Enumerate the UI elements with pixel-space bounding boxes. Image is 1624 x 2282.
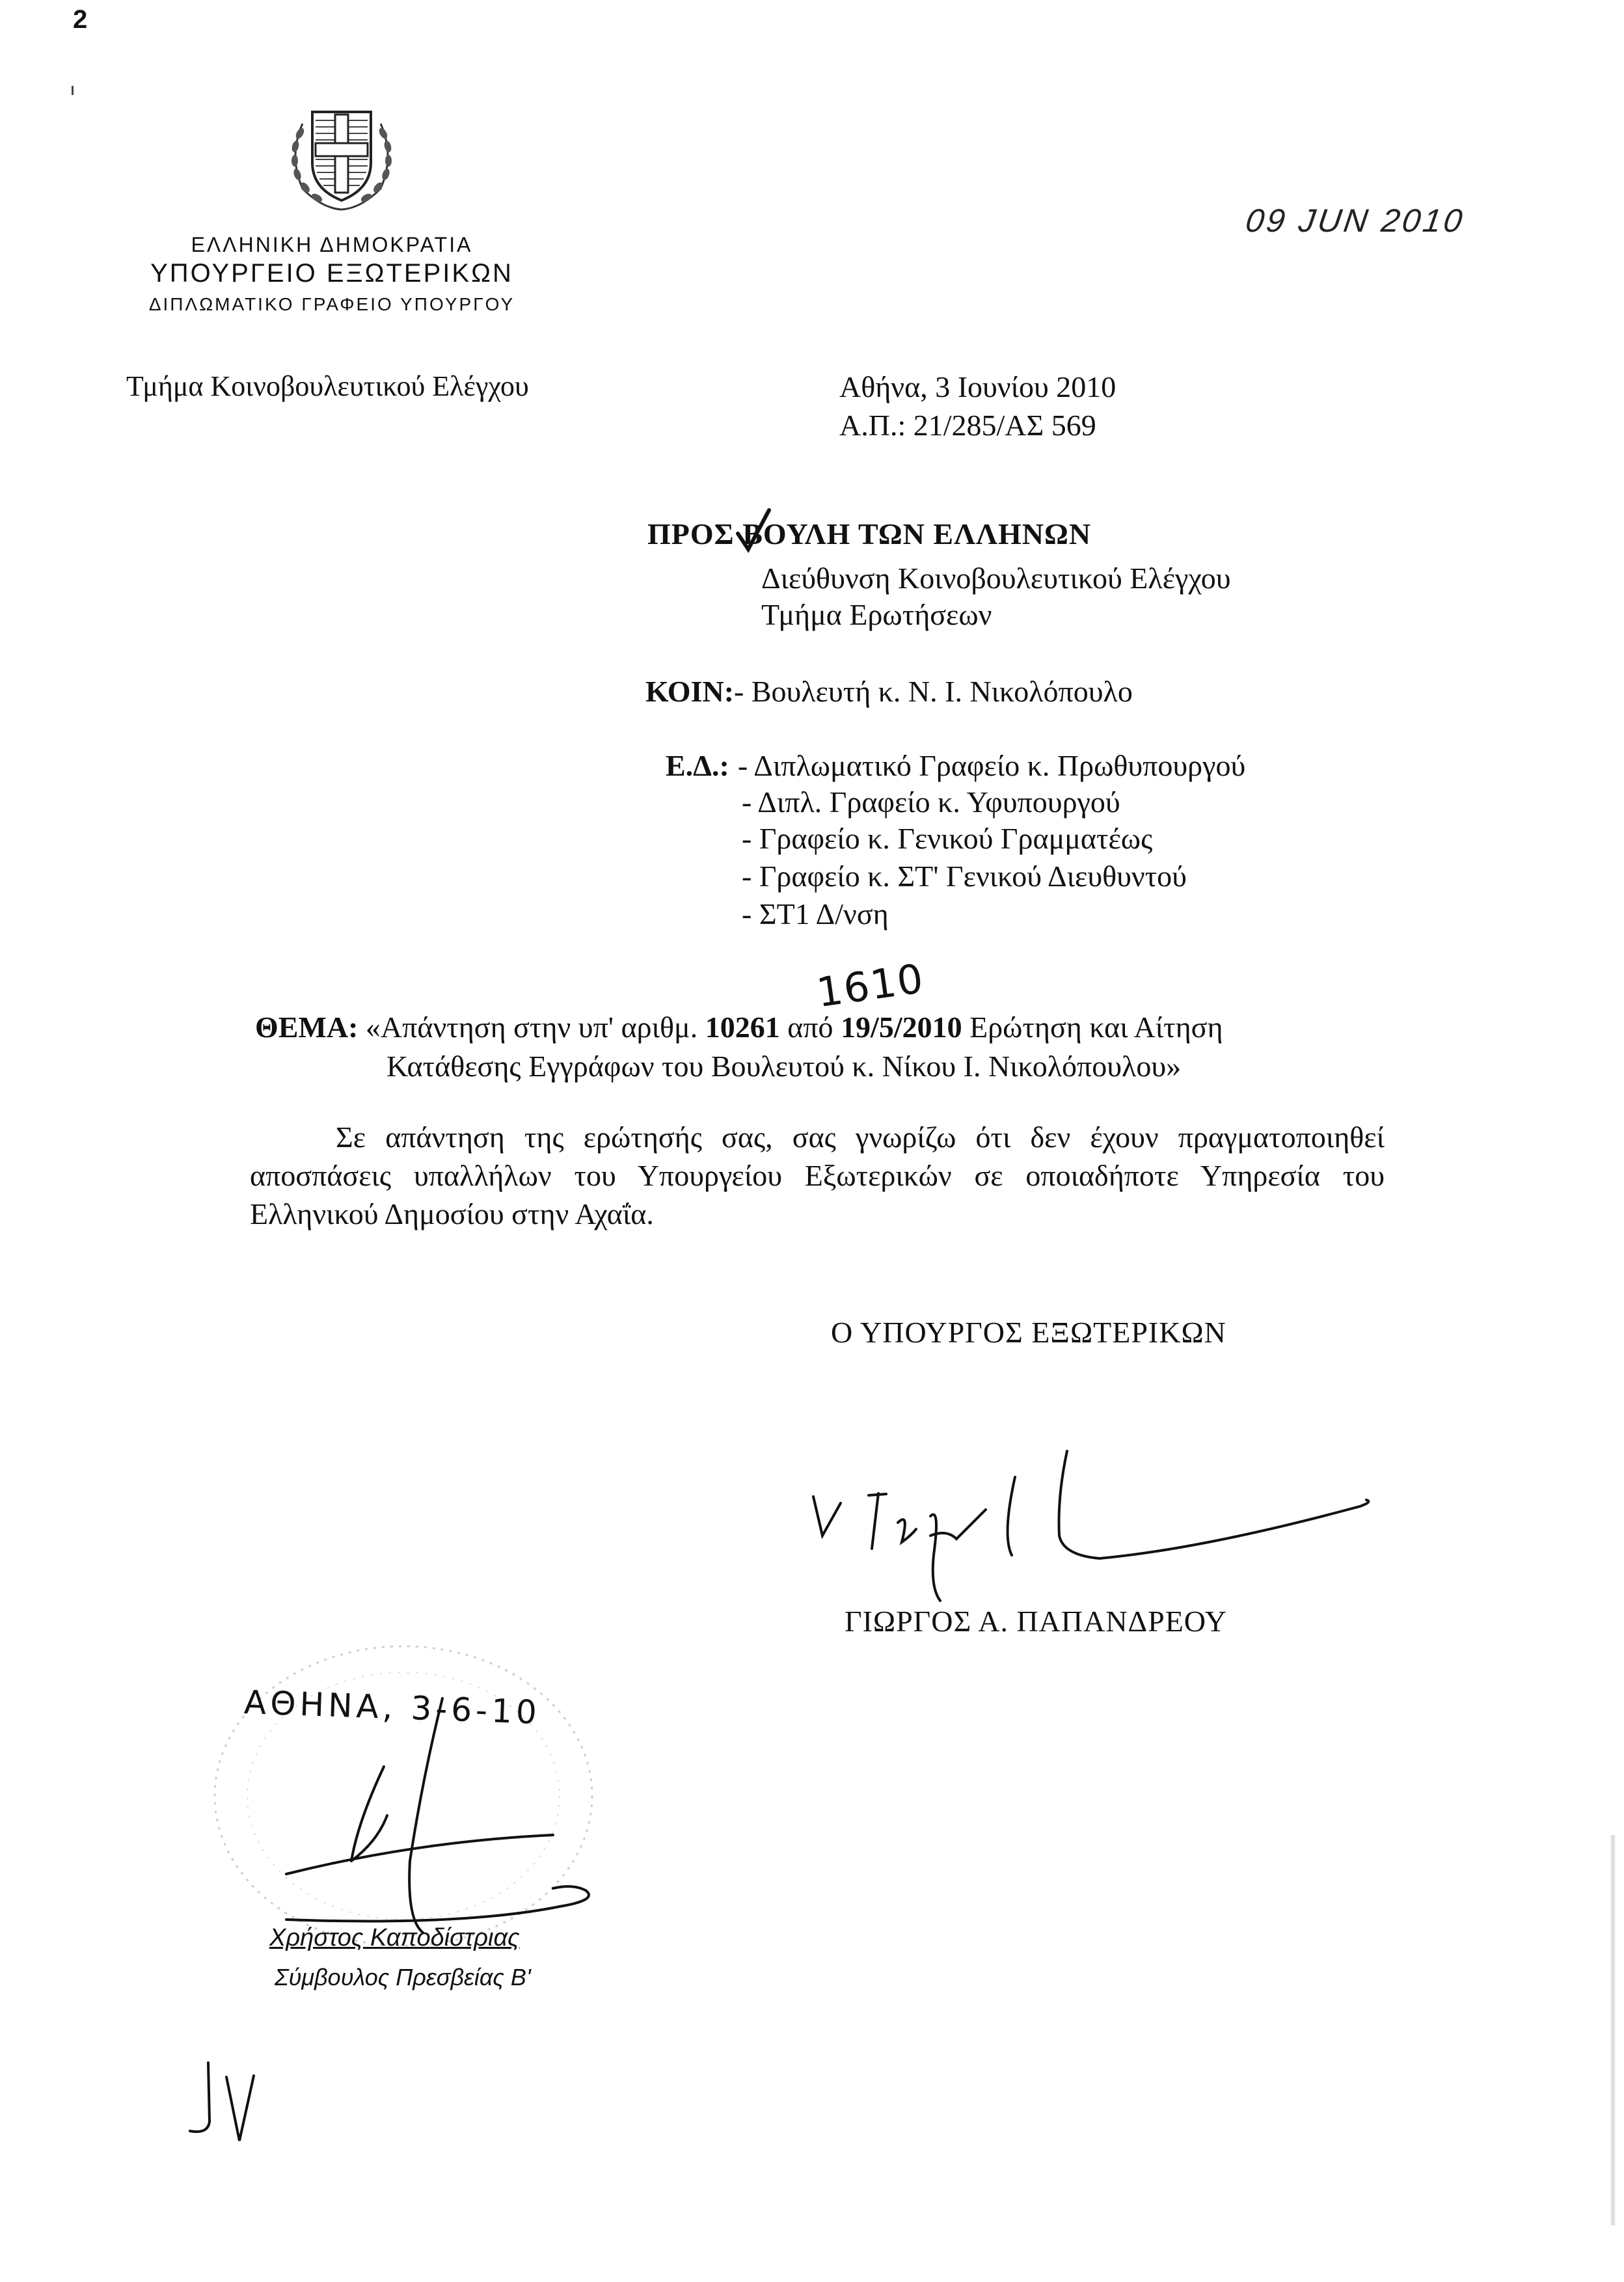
letterhead-country: ΕΛΛΗΝΙΚΗ ΔΗΜΟΚΡΑΤΙΑ xyxy=(191,233,473,256)
minister-signature xyxy=(800,1340,1386,1614)
subject-label: ΘΕΜΑ: xyxy=(255,1011,359,1044)
question-number: 10261 xyxy=(705,1011,780,1044)
body-paragraph: Σε απάντηση της ερώτησής σας, σας γνωρίζω ότι δεν έχουν πραγματοποιηθεί αποσπάσεις υπαλλήλων του Υπουργείου Εξωτερικών σε οποιαδήποτε Υπηρεσία του Ελληνικού Δημοσίου στην Αχαΐα. xyxy=(250,1121,1385,1230)
question-date: 19/5/2010 xyxy=(841,1011,962,1044)
greek-coat-of-arms-emblem xyxy=(277,98,407,215)
handwritten-registry-number: 1610 xyxy=(813,954,928,1017)
received-date-stamp: 09 JUN 2010 xyxy=(1243,202,1467,239)
letterhead-office: ΔΙΠΛΩΜΑΤΙΚΟ ΓΡΑΦΕΙΟ ΥΠΟΥΡΓΟΥ xyxy=(148,294,515,314)
recipient-title: ΠΡΟΣ ΒΟΥΛΗ ΤΩΝ ΕΛΛΗΝΩΝ xyxy=(647,517,1092,550)
protocol-number: Α.Π.: 21/285/ΑΣ 569 xyxy=(839,409,1096,442)
document-date: Αθήνα, 3 Ιουνίου 2010 xyxy=(839,370,1116,403)
subject-line-continued: Κατάθεσης Εγγράφων του Βουλευτού κ. Νίκου Ι. Νικολόπουλου» xyxy=(386,1050,1182,1083)
koin-recipient: - Βουλευτή κ. Ν. Ι. Νικολόπουλο xyxy=(734,675,1133,708)
margin-mark xyxy=(72,86,74,95)
ed-item: - ΣΤ1 Δ/νση xyxy=(742,897,889,930)
ed-item: - Διπλωματικό Γραφείο κ. Πρωθυπουργού xyxy=(738,749,1246,782)
letterhead-ministry: ΥΠΟΥΡΓΕΙΟ ΕΞΩΤΕΡΙΚΩΝ xyxy=(150,259,513,288)
certifier-signature xyxy=(247,1646,612,1946)
recipient-directorate: Διεύθυνση Κοινοβουλευτικού Ελέγχου xyxy=(761,562,1231,595)
koin-line xyxy=(645,674,1133,709)
signatory-name: ΓΙΩΡΓΟΣ Α. ΠΑΠΑΝΔΡΕΟΥ xyxy=(845,1605,1227,1638)
subject-line: ΘΕΜΑ: «Απάντηση στην υπ' αριθμ. 10261 από 19/5/2010 Ερώτηση και Αίτηση xyxy=(255,1011,1223,1044)
ed-item: - Διπλ. Γραφείο κ. Υφυπουργού xyxy=(742,785,1120,819)
ed-item: - Γραφείο κ. Γενικού Γραμματέως xyxy=(742,822,1153,855)
ed-label: Ε.Δ.: xyxy=(666,749,729,782)
handwritten-certification-date: ΑΘΗΝΑ, 3-6-10 xyxy=(243,1683,541,1732)
page-number: 2 xyxy=(73,5,88,34)
handwritten-initials xyxy=(176,2050,273,2147)
signatory-title: Ο ΥΠΟΥΡΓΟΣ ΕΞΩΤΕΡΙΚΩΝ xyxy=(831,1316,1226,1349)
issuing-department: Τμήμα Κοινοβουλευτικού Ελέγχου xyxy=(126,370,529,402)
handwritten-checkmark xyxy=(734,508,773,553)
certifier-role: Σύμβουλος Πρεσβείας Β' xyxy=(275,1964,531,1990)
koin-label: ΚΟΙΝ: xyxy=(645,675,735,708)
scan-edge-shadow xyxy=(1610,1835,1616,2225)
recipient-section: Τμήμα Ερωτήσεων xyxy=(761,598,992,631)
ed-item: - Γραφείο κ. ΣΤ' Γενικού Διευθυντού xyxy=(742,860,1187,893)
certifier-name: Χρήστος Καποδίστριας xyxy=(269,1924,520,1951)
